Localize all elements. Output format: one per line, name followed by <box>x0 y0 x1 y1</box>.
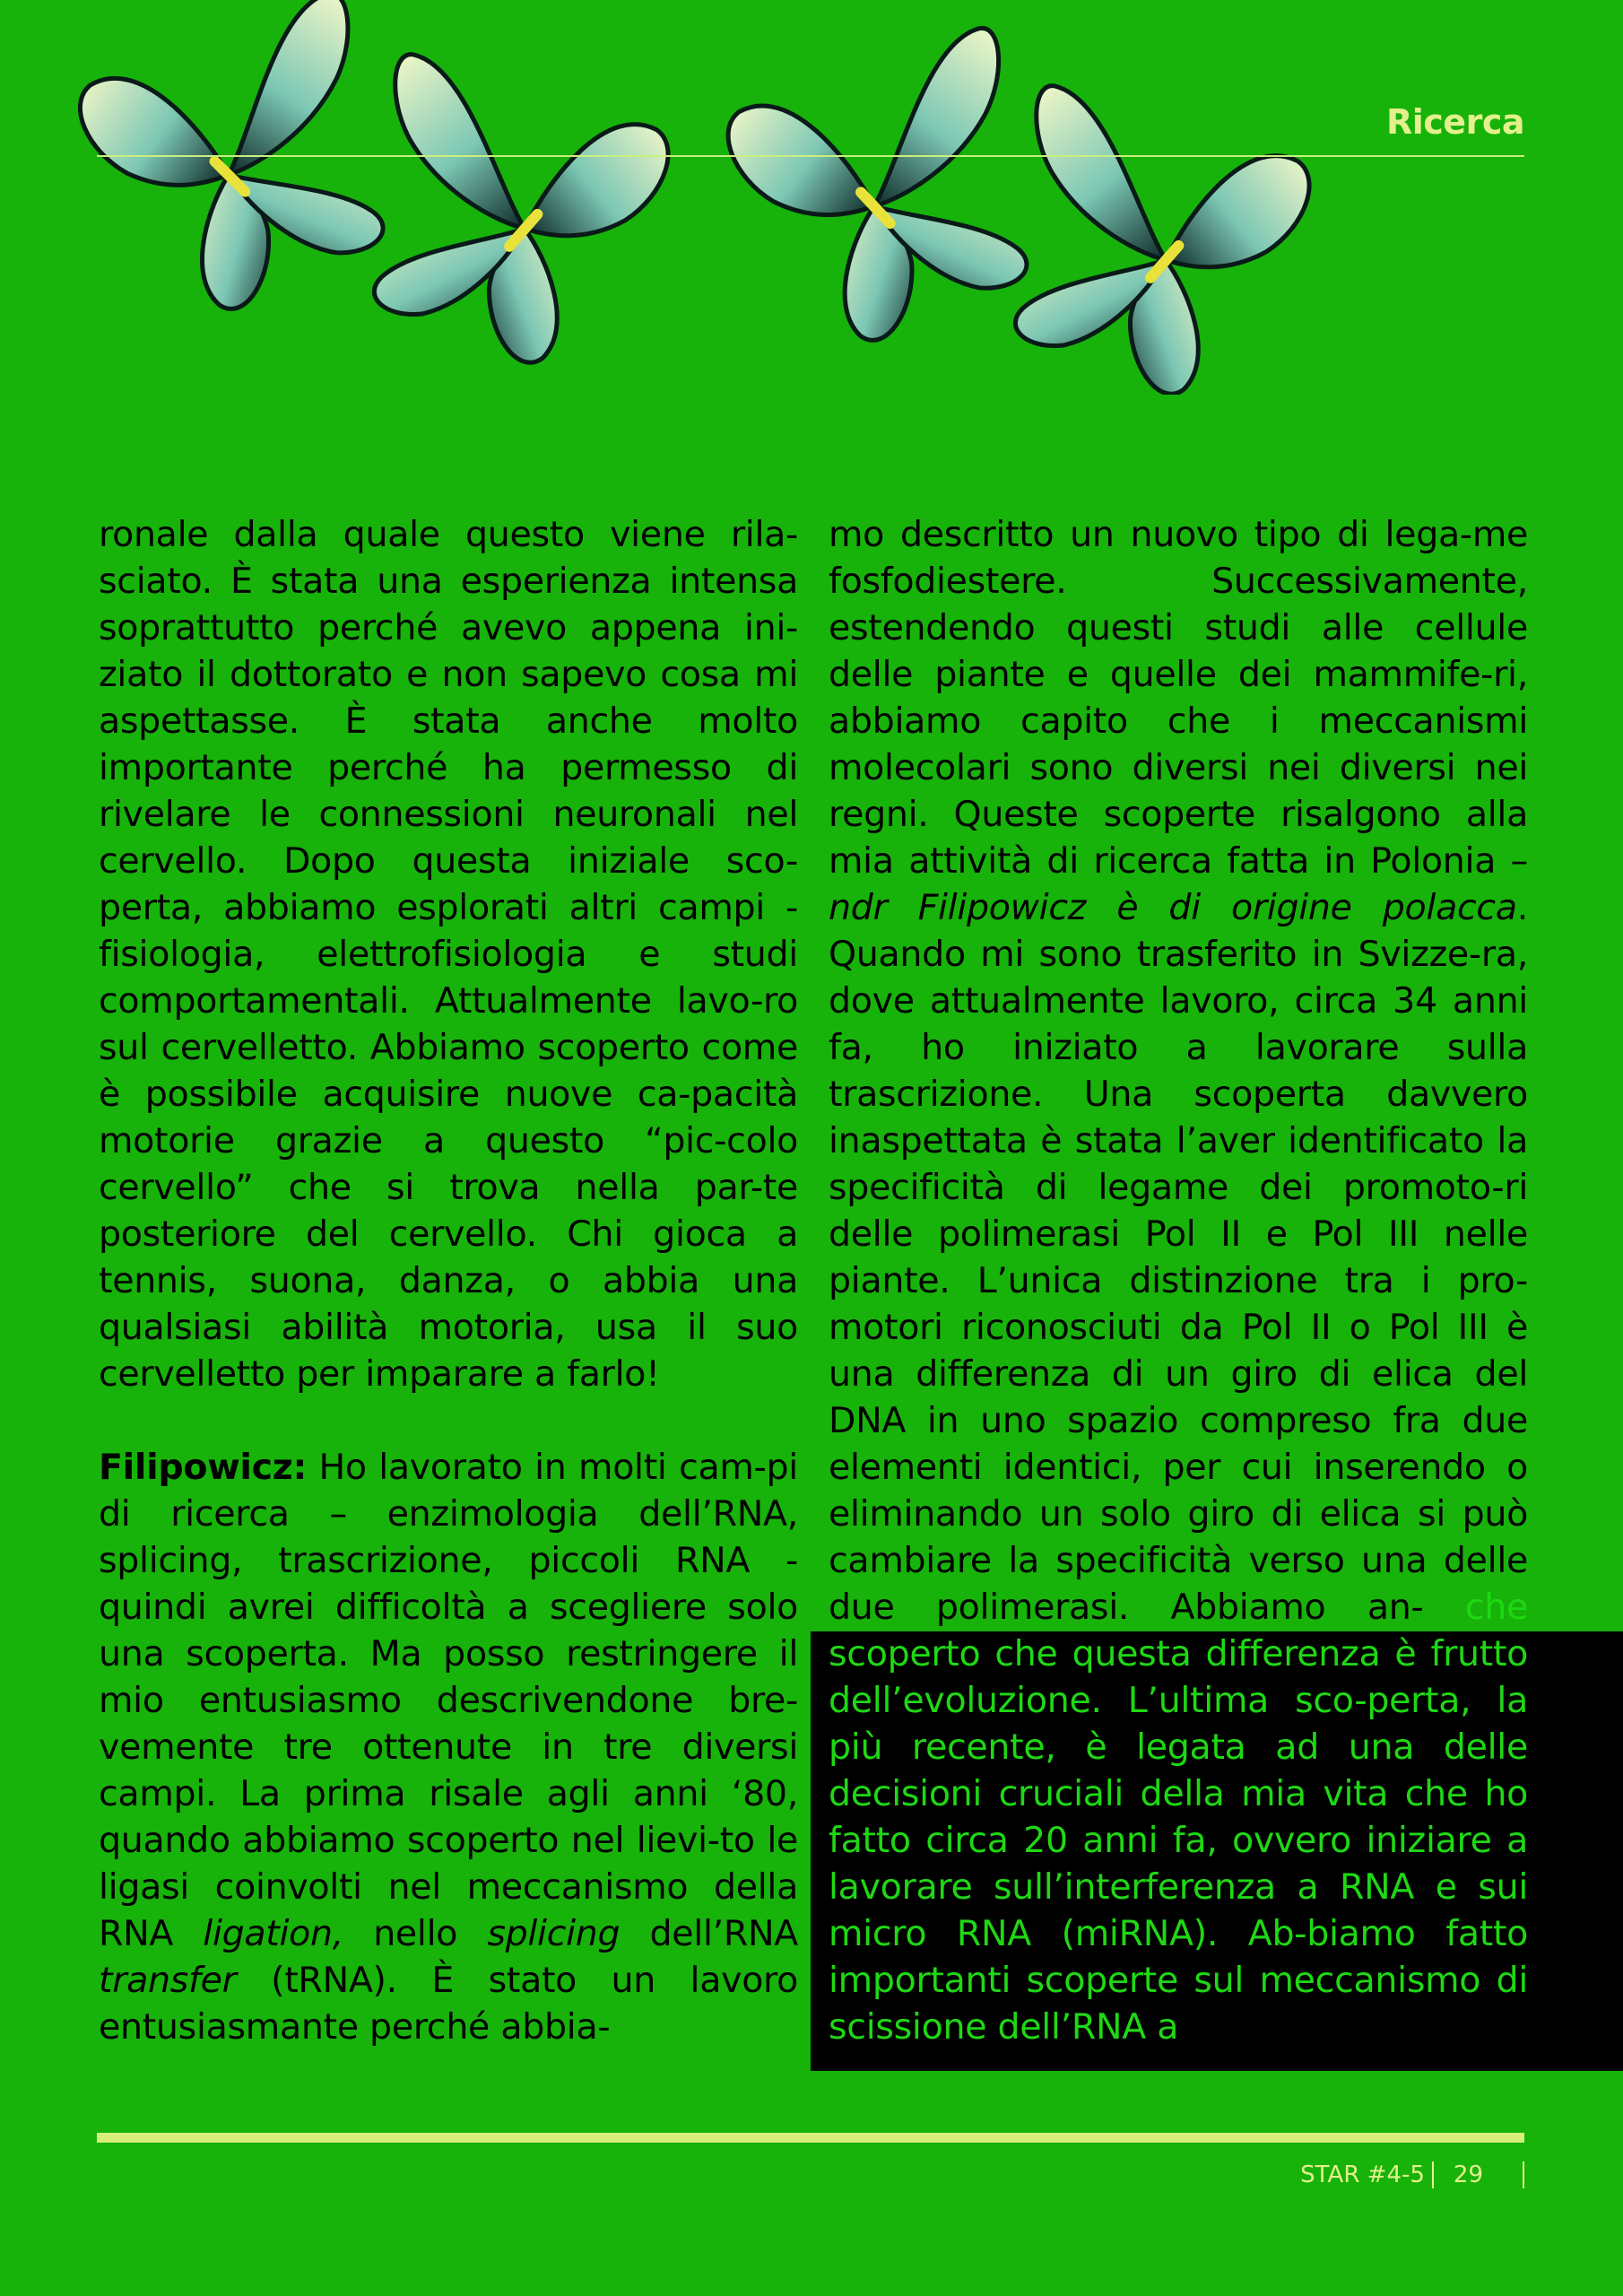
paragraph-text: dell’RNA <box>620 1913 798 1954</box>
speaker-name: Filipowicz: <box>99 1447 307 1488</box>
paragraph-text: mo descritto un nuovo tipo di lega-me fosfodiestere. Successivamente, estendendo questi studi alle cellule delle piante e quelle dei mammife-ri, abbiamo capito che i meccanismi molecolari sono diversi nei diversi nei regni. Queste scoperte risalgono alla mia attività di ricerca fatta in Polonia – <box>829 514 1528 882</box>
paragraph-text: ronale dalla quale questo viene rila-sciato. È stata una esperienza intensa soprattutto perché avevo appena ini-ziato il dottorato e non sapevo cosa mi aspettasse. È stata anche molto importante perché ha permesso di rivelare le connessioni neuronali nel cervello. Dopo questa iniziale sco-perta, abbiamo esplorati altri campi - fisiologia, elettrofisiologia e studi comportamentali. Attualmente lavo-ro sul cervelletto. Abbiamo scoperto come è possibile acquisire nuove ca-pacità motorie grazie a questo “pic-colo cervello” che si trova nella par-te posteriore del cervello. Chi gioca a tennis, suona, danza, o abbia una qualsiasi abilità motoria, usa il suo cervelletto per imparare a farlo! <box>99 514 798 1395</box>
butterfly-icon <box>716 26 1044 360</box>
italic-term: transfer <box>99 1960 237 2001</box>
paragraph-text: (tRNA). È stato un lavoro entusiasmante perché abbia- <box>99 1960 798 2048</box>
footer-divider <box>1432 2161 1434 2188</box>
left-column <box>99 511 798 2050</box>
paragraph-text: . Quando mi sono trasferito in Svizze-ra, dove attualmente lavoro, circa 34 anni fa, ho iniziato a lavorare sulla trascrizione. Una scoperta davvero inaspettata è stata l’aver identificato la specificità di legame dei promoto-ri delle polimerasi Pol II e Pol III nelle piante. L’unica distinzione tra i pro-motori riconosciuti da Pol II o Pol III è una differenza di un giro di elica del DNA in uno spazio compreso fra due elementi identici, per cui inserendo o eliminando un solo giro di elica si può cambiare la specificità verso una delle due polimerasi. Abbiamo an- <box>829 887 1528 1628</box>
italic-term: splicing <box>487 1913 621 1954</box>
italic-term: ligation, <box>203 1913 344 1954</box>
page-number: 29 <box>1453 2161 1483 2188</box>
paragraph-text-on-black: che scoperto che questa differenza è frutto dell’evoluzione. L’ultima sco-perta, la più recente, è legata ad una delle decisioni cruciali della mia vita che ho fatto circa 20 anni fa, ovvero iniziare a lavorare sull’interferenza a RNA e sui micro RNA (miRNA). Ab-biamo fatto importanti scoperte sul meccanismo di scissione dell’RNA a <box>829 1587 1528 2048</box>
right-column <box>829 511 1528 2050</box>
paragraph <box>99 511 798 1397</box>
butterfly-icon <box>66 0 402 332</box>
butterfly-icon <box>1000 84 1318 395</box>
butterflies-decoration <box>0 0 1623 395</box>
footer-divider <box>1523 2161 1524 2188</box>
butterfly-icon <box>359 53 677 378</box>
paragraph-text: Ho lavorato in molti cam-pi di ricerca – enzimologia dell’RNA, splicing, trascrizione, piccoli RNA - quindi avrei difficoltà a scegliere solo una scoperta. Ma posso restringere il mio entusiasmo descrivendone bre-vemente tre ottenute in tre diversi campi. La prima risale agli anni ‘80, quando abbiamo scoperto nel lievi-to le ligasi coinvolti nel meccanismo della RNA <box>99 1447 798 1954</box>
paragraph <box>829 511 1528 2050</box>
section-label: Ricerca <box>1386 102 1524 142</box>
paragraph-text: nello <box>343 1913 488 1954</box>
magazine-issue: STAR #4-5 <box>1300 2161 1425 2188</box>
footer <box>1300 2157 1524 2193</box>
header-rule <box>97 155 1524 157</box>
paragraph <box>99 1444 798 2050</box>
footer-rule <box>97 2133 1524 2143</box>
editor-note: ndr Filipowicz è di origine polacca <box>829 887 1517 928</box>
